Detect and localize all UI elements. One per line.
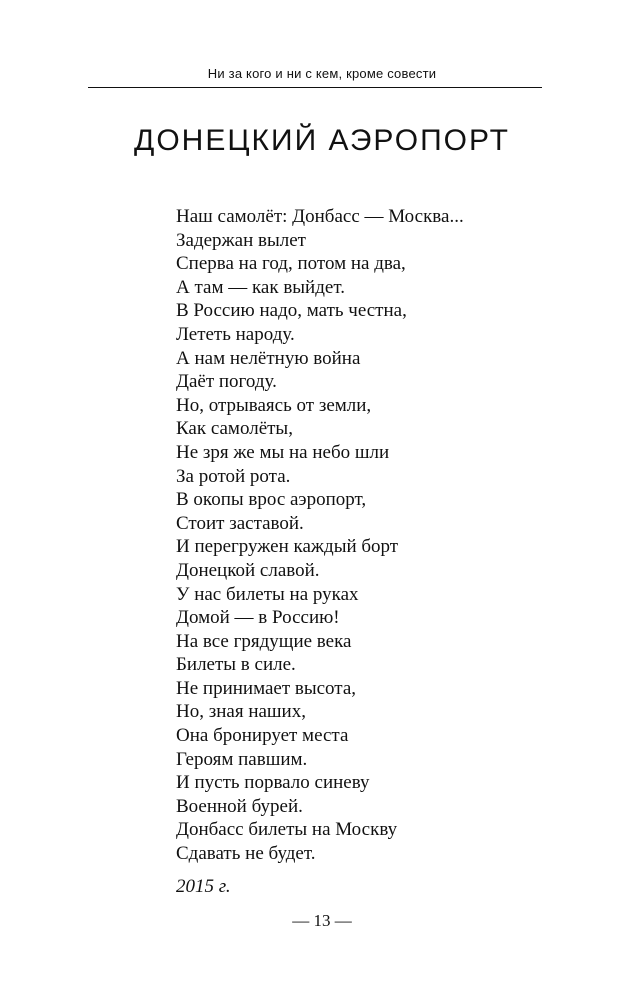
poem-line: Но, отрываясь от земли, bbox=[176, 394, 372, 416]
poem-line: На все грядущие века bbox=[176, 630, 352, 652]
poem-date: 2015 г. bbox=[176, 876, 231, 897]
poem-line: Донецкой славой. bbox=[176, 559, 320, 581]
poem-line: В окопы врос аэропорт, bbox=[176, 489, 367, 511]
poem-line: Военной бурей. bbox=[176, 795, 303, 817]
poem-line: Домой — в Россию! bbox=[176, 607, 340, 629]
poem-line: Задержан вылет bbox=[176, 229, 306, 251]
poem-line: Билеты в силе. bbox=[176, 654, 296, 676]
running-header: Ни за кого и ни с кем, кроме совести bbox=[207, 66, 437, 81]
poem-line: У нас билеты на руках bbox=[176, 583, 359, 605]
poem-line: За ротой рота. bbox=[176, 465, 291, 487]
poem-line: Не зря же мы на небо шли bbox=[176, 441, 390, 463]
poem-title: ДОНЕЦКИЙ АЭРОПОРТ bbox=[134, 124, 510, 157]
poem-line: А нам нелётную война bbox=[176, 347, 361, 369]
poem-line: Донбасс билеты на Москву bbox=[176, 819, 398, 841]
poem-line: В Россию надо, мать честна, bbox=[176, 300, 407, 322]
poem-line: Героям павшим. bbox=[176, 748, 308, 770]
poem-line: А там — как выйдет. bbox=[176, 276, 345, 298]
poem-line: Сперва на год, потом на два, bbox=[176, 253, 406, 275]
poem-line: Не принимает высота, bbox=[176, 677, 357, 699]
poem-line: И пусть порвало синеву bbox=[176, 772, 370, 794]
page-number: — 13 — bbox=[292, 911, 352, 930]
header-rule bbox=[88, 87, 542, 88]
poem-line: Но, зная наших, bbox=[176, 701, 306, 723]
poem-line: Сдавать не будет. bbox=[176, 843, 316, 865]
poem-line: Лететь народу. bbox=[176, 323, 295, 345]
poem-body bbox=[176, 205, 596, 866]
poem-line: Она бронирует места bbox=[176, 725, 349, 747]
poem-line: И перегружен каждый борт bbox=[176, 536, 399, 558]
poem-line: Даёт погоду. bbox=[176, 371, 277, 393]
poem-line: Стоит заставой. bbox=[176, 512, 304, 534]
poem-line: Наш самолёт: Донбасс — Москва... bbox=[176, 206, 464, 227]
poem-line: Как самолёты, bbox=[176, 418, 293, 440]
